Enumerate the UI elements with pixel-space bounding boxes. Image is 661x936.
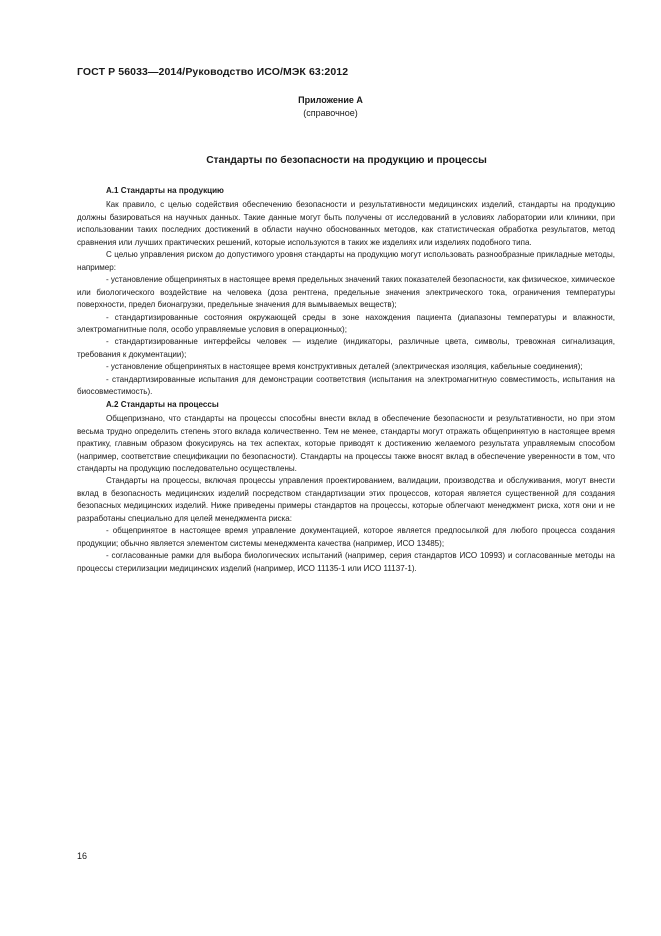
paragraph: Как правило, с целью содействия обеспечению безопасности и результативности медицинских изделий, стандарты на продукцию должны базироваться на научных данных. Такие данные могут быть получены от исследований в условиях лаборатории или клиники, при использовании таких последних достижений в области научно обоснованных методов, как статистическая обработка результатов, метод сравнения или лучших практических решений, которые используются в таких же изделиях или изделиях подобного типа. [77,200,615,247]
section-heading: А.1 Стандарты на продукцию [106,186,224,195]
annex-title: Стандарты по безопасности на продукцию и процессы [206,155,487,166]
page-number: 16 [77,851,88,861]
paragraph: Общепризнано, что стандарты на процессы способны внести вклад в обеспечение безопасности и результативности, но при этом весьма трудно определить степень этого вклада количественно. Тем не менее, стандарты могут отражать общепринятую в настоящее время практику, главным образом фокусируясь на тех аспектах, которые приводят к достижению желаемого результата управляемым способом (например, соответствие спецификации по безопасности). Стандарты на процессы также вносят вклад в обеспечение уверенности в том, что стандарты на продукцию последовательно осуществлены. [77,414,615,473]
list-item: - стандартизированные состояния окружающей среды в зоне нахождения пациента (диапазоны температуры и влажности, электромагнитные поля, особо управляемые условия в операционных); [77,312,615,334]
annex-status: (справочное) [303,108,358,118]
list-item: - согласованные рамки для выбора биологических испытаний (например, серия стандартов ИСО 10993) и согласованные методы на процессы стерилизации медицинских изделий (например, ИСО 11135-1 или ИСО 11137-1). [77,551,615,573]
section-heading: А.2 Стандарты на процессы [106,399,219,409]
list-item: - установление общепринятых в настоящее время конструктивных деталей (электрическая изоляция, кабельные соединения); [106,362,583,372]
list-item: - стандартизированные испытания для демонстрации соответствия (испытания на электромагнитную совместимость, испытания на биосовместимость). [77,374,615,397]
list-item: - стандартизированные интерфейсы человек — изделие (индикаторы, различные цвета, символы, тревожная сигнализация, требования к документации); [77,337,615,359]
list-item: - общепринятое в настоящее время управление документацией, которое является предпосылкой для любого процесса создания продукции; обычно является элементом системы менеджмента качества (например, ИСО 13485); [77,526,615,548]
paragraph: Стандарты на процессы, включая процессы управления проектированием, валидации, производства и обслуживания, могут внести вклад в безопасность медицинских изделий посредством стандартизации этих процессов, которая является существенной для создания безопасных медицинских изделий. Ниже приведены примеры стандартов на процессы, которые облегчают менеджмент риска, хотя они и не разработаны специально для целей менеджмента риска: [77,476,615,523]
running-header: ГОСТ Р 56033—2014/Руководство ИСО/МЭК 63:2012 [77,66,349,78]
annex-label: Приложение А [298,95,363,105]
annex-heading [0,94,661,120]
document-body [77,185,615,575]
list-item: - установление общепринятых в настоящее время предельных значений таких показателей безопасности, как физическое, химическое или биологического воздействие на человека (доза рентгена, предельные значения электрического тока, ограничения температуры поверхности, предел бионагрузки, предельные значения для вымываемых веществ); [77,275,615,310]
paragraph: С целью управления риском до допустимого уровня стандарты на продукцию могут использовать разнообразные прикладные методы, например: [77,250,615,272]
